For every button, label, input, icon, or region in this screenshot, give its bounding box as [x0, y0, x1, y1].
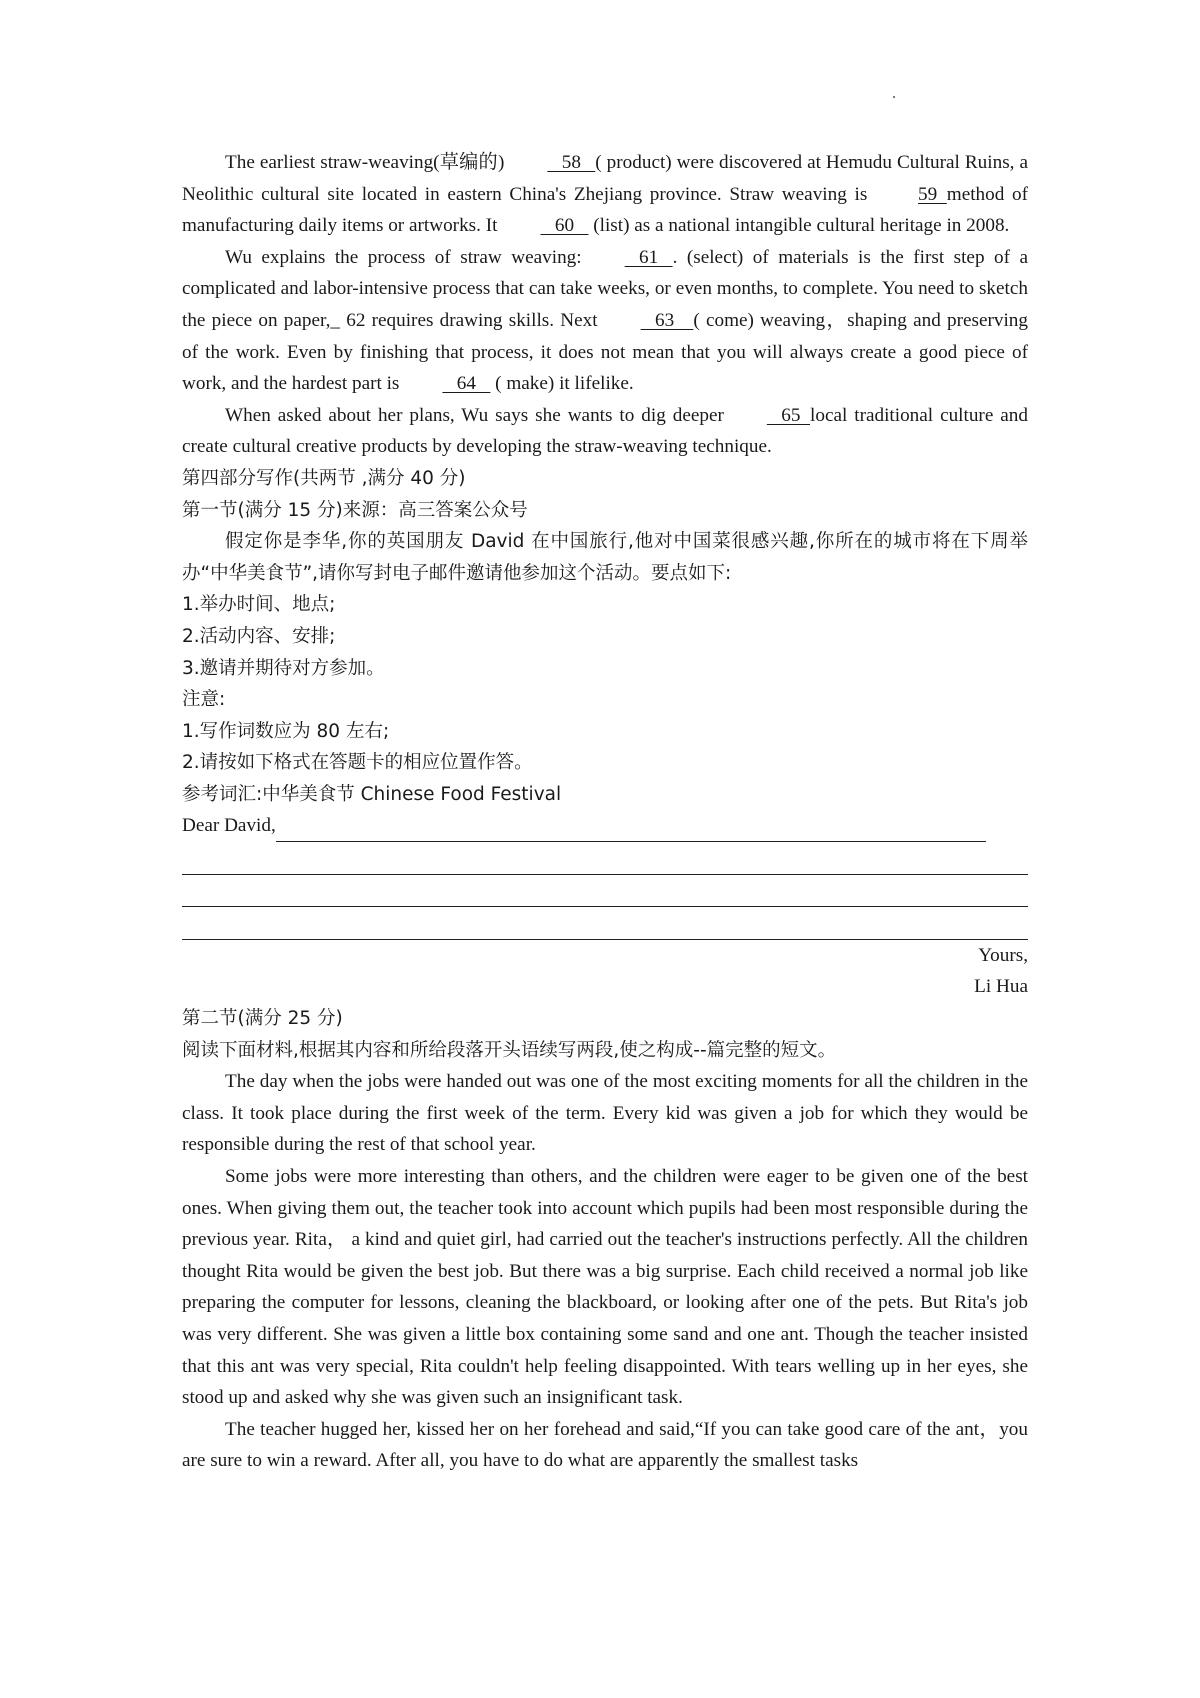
answer-line — [182, 875, 1028, 908]
passage-paragraph-2 — [182, 242, 1028, 400]
point-item: 3.邀请并期待对方参加。 — [182, 657, 385, 679]
text-segment: Wu explains the process of straw weaving: — [225, 246, 582, 268]
story-paragraph: The day when the jobs were handed out was one of the most exciting moments for all the children in the class. It took place during the first week of the term. Every kid was given a job for which they would be responsible during the rest of that school year. — [182, 1071, 1028, 1156]
blank-65: 65 — [766, 404, 811, 426]
note-label: 注意: — [182, 689, 226, 711]
text-segment: ( come) weaving，shaping and preserving of the work. Even by finishing that process, it does not mean that you will always create a good piece of work, and the hardest part is — [182, 309, 1028, 395]
blank-61: 61 — [624, 246, 673, 268]
blank-58: 58 — [547, 152, 596, 173]
part2-heading: 第二节(满分 25 分) — [182, 1008, 343, 1030]
text-segment: . (select) of materials is the first step of a complicated and labor-intensive process that can take weeks, or even months, to complete. You need to sketch the piece on paper,_ 62 requires drawing skills. Next — [182, 246, 1028, 331]
text-segment: ( make) it lifelike. — [490, 373, 634, 395]
page-dot — [893, 96, 895, 98]
note-item: 2.请按如下格式在答题卡的相应位置作答。 — [182, 752, 533, 774]
passage-paragraph-3 — [182, 400, 1028, 463]
part2-instruction: 阅读下面材料,根据其内容和所给段落开头语续写两段,使之构成--篇完整的短文。 — [182, 1039, 837, 1061]
answer-line — [276, 817, 986, 842]
writing-prompt: 假定你是李华,你的英国朋友 David 在中国旅行,他对中国菜很感兴趣,你所在的城市将在下周举办“中华美食节”,请你写封电子邮件邀请他参加这个活动。要点如下: — [182, 531, 1028, 584]
salutation-line — [182, 810, 1028, 842]
blank-59: 59 — [917, 183, 947, 205]
salutation: Dear David, — [182, 815, 276, 837]
story-paragraph: The teacher hugged her, kissed her on her forehead and said,“If you can take good care of the ant，you are sure to win a reward. After all, you have to do what are apparently the smallest tasks — [182, 1418, 1028, 1472]
text-segment: method of manufacturing daily items or artworks. It — [182, 183, 1028, 237]
story-paragraph: Some jobs were more interesting than others, and the children were eager to be given one of the best ones. When giving them out, the teacher took into account which pupils had been most responsible during the previous year. Rita， a kind and quiet girl, had carried out the teacher's instructions perfectly. All the children thought Rita would be given the best job. But there was a big surprise. Each child received a normal job like preparing the computer for lessons, cleaning the blackboard, or looking after one of the pets. But Rita's job was very different. She was given a little box containing some sand and one ant. Though the teacher insisted that this ant was very special, Rita couldn't help feeling disappointed. With tears welling up in her eyes, she stood up and asked why she was given such an insignificant task. — [182, 1166, 1028, 1409]
passage-paragraph-1 — [182, 147, 1028, 242]
blank-60: 60 — [540, 215, 589, 237]
text-segment: ( product) were discovered at Hemudu Cultural Ruins, a Neolithic cultural site located in eastern China's Zhejiang province. Straw weaving is — [182, 152, 1028, 205]
text-segment: When asked about her plans, Wu says she wants to dig deeper — [225, 404, 724, 426]
closing: Yours, — [978, 944, 1028, 966]
part1-heading: 第一节(满分 15 分)来源：高三答案公众号 — [182, 499, 528, 521]
answer-line — [182, 907, 1028, 940]
section-heading: 第四部分写作(共两节 ,满分 40 分) — [182, 467, 466, 489]
point-item: 2.活动内容、安排; — [182, 625, 336, 647]
blank-64: 64 — [442, 373, 491, 395]
text-segment: The earliest straw-weaving(草编的) — [225, 152, 505, 173]
answer-line — [182, 842, 1028, 875]
vocab-hint: 参考词汇:中华美食节 Chinese Food Festival — [182, 783, 562, 805]
signature: Li Hua — [974, 976, 1028, 998]
point-item: 1.举办时间、地点; — [182, 594, 336, 616]
document-page — [182, 147, 1028, 1477]
note-item: 1.写作词数应为 80 左右; — [182, 720, 390, 742]
blank-63: 63 — [640, 309, 694, 331]
text-segment: (list) as a national intangible cultural heritage in 2008. — [588, 215, 1010, 237]
text-segment: local traditional culture and create cultural creative products by developing the straw-weaving technique. — [182, 404, 1028, 458]
